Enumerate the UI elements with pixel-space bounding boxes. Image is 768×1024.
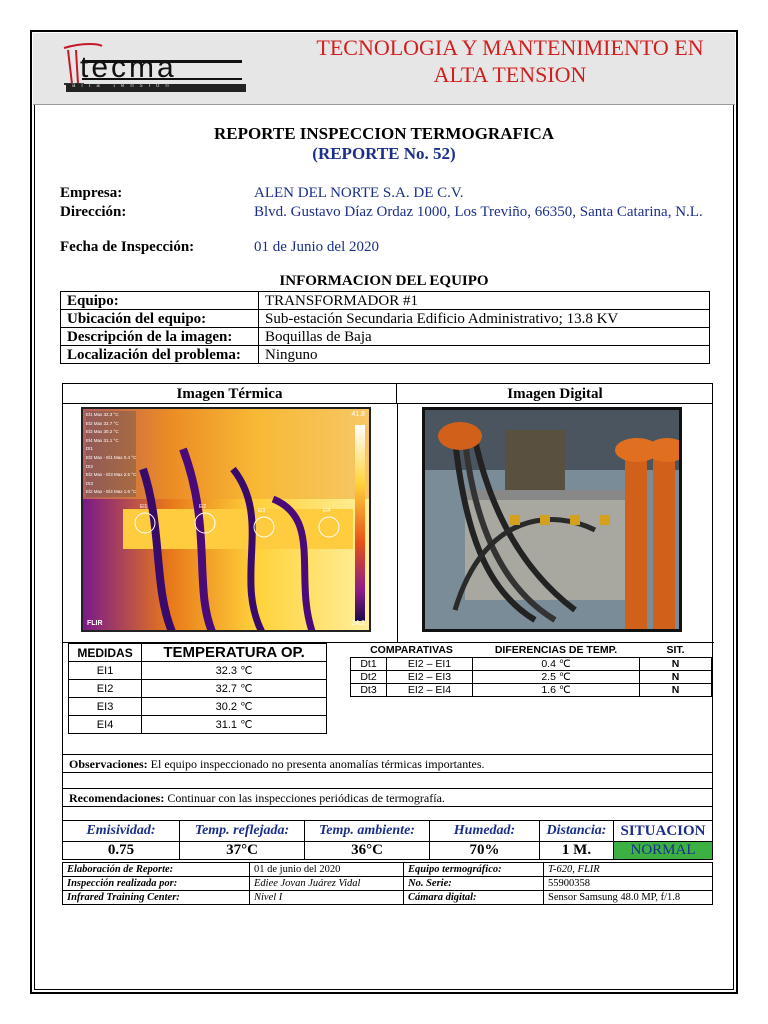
- footer-label: Cámara digital:: [404, 891, 544, 905]
- descripcion-label: Descripción de la imagen:: [61, 328, 259, 346]
- measure-name: EI4: [69, 716, 142, 734]
- fecha-label: Fecha de Inspección:: [60, 239, 195, 255]
- fecha-value: 01 de Junio del 2020: [254, 239, 379, 255]
- recomendaciones-row: [62, 788, 713, 806]
- footer-label: Inspección realizada por:: [63, 877, 250, 891]
- humedad-label: Humedad:: [430, 821, 540, 842]
- measure-name: EI3: [69, 698, 142, 716]
- table-row: [69, 662, 327, 680]
- table-row: [351, 670, 712, 683]
- temp-reflejada-label: Temp. reflejada:: [180, 821, 305, 842]
- parameters-table: [62, 820, 713, 860]
- diferencias-header: DIFERENCIAS DE TEMP.: [473, 643, 640, 657]
- table-row: [69, 698, 327, 716]
- table-row: [351, 683, 712, 696]
- comp-diff: 1.6 ℃: [473, 683, 640, 696]
- table-row: [61, 292, 710, 310]
- localizacion-label: Localización del problema:: [61, 346, 259, 364]
- flir-brand: FLIR: [87, 620, 103, 627]
- footer-label: Infrared Training Center:: [63, 891, 250, 905]
- comp-id: Dt2: [351, 670, 387, 683]
- temp-ambiente-label: Temp. ambiente:: [305, 821, 430, 842]
- equipo-label: Equipo:: [61, 292, 259, 310]
- footer-value: 55900358: [544, 877, 713, 891]
- comp-sit: N: [640, 670, 712, 683]
- table-row: [63, 863, 713, 877]
- digital-image-title: Imagen Digital: [397, 384, 713, 404]
- observaciones-text: El equipo inspeccionado no presenta anomalías térmicas importantes.: [150, 757, 485, 771]
- measure-temp: 30.2 ℃: [142, 698, 327, 716]
- recomendaciones-text: Continuar con las inspecciones periódicas de termografía.: [167, 791, 445, 805]
- emisividad-value: 0.75: [63, 842, 180, 860]
- comp-diff: 2.5 ℃: [473, 670, 640, 683]
- localizacion-value: Ninguno: [259, 346, 710, 364]
- logo-subtext: alta tensión: [72, 83, 175, 89]
- footer-value: Nivel I: [250, 891, 404, 905]
- thermal-marker-el1: El1: [140, 504, 148, 510]
- footer-value: 01 de junio del 2020: [250, 863, 404, 877]
- temperatura-header: TEMPERATURA OP.: [142, 644, 327, 662]
- report-number: (REPORTE No. 52): [312, 144, 456, 163]
- comp-sit: N: [640, 683, 712, 696]
- table-row: [61, 328, 710, 346]
- table-row: [69, 680, 327, 698]
- footer-label: No. Serie:: [404, 877, 544, 891]
- empresa-label: Empresa:: [60, 185, 123, 201]
- ubicacion-value: Sub-estación Secundaria Edificio Administrativo; 13.8 KV: [259, 310, 710, 328]
- thermal-marker-el4: El4: [323, 508, 331, 514]
- humedad-value: 70%: [430, 842, 540, 860]
- measure-name: EI2: [69, 680, 142, 698]
- direccion-value: Blvd. Gustavo Díaz Ordaz 1000, Los Treviño, 66350, Santa Catarina, N.L.: [254, 204, 703, 220]
- direccion-label: Dirección:: [60, 204, 127, 220]
- recomendaciones-label: Recomendaciones:: [69, 791, 165, 805]
- thermal-marker-el2: El2: [199, 504, 207, 510]
- temp-ambiente-value: 36°C: [305, 842, 430, 860]
- measures-table: [68, 643, 327, 734]
- report-title-text: REPORTE INSPECCION TERMOGRAFICA: [213, 124, 555, 143]
- thermal-overlay: El1 Max 32.3 °C El2 Max 32.7 °C El3 Max 30.2 °C El4 Max 31.1 °C Dt1 El2 Max - El1 Max 0.4 °C Dt2 El2 Max - El3 Max 2.5 °C Dt3 El2 Max - El4 Max 1.6 °C: [86, 411, 136, 497]
- footer-value: Ediee Jovan Juárez Vidal: [250, 877, 404, 891]
- footer-label: Equipo termográfico:: [404, 863, 544, 877]
- thermal-max-label: 41.8: [351, 411, 365, 418]
- measure-name: EI1: [69, 662, 142, 680]
- comp-pair: EI2 – EI3: [387, 670, 473, 683]
- temp-reflejada-value: 37°C: [180, 842, 305, 860]
- observaciones-row: [62, 754, 713, 772]
- comp-id: Dt1: [351, 657, 387, 670]
- observaciones-label: Observaciones:: [69, 757, 148, 771]
- distancia-label: Distancia:: [540, 821, 614, 842]
- table-row: [61, 346, 710, 364]
- equipo-value: TRANSFORMADOR #1: [259, 292, 710, 310]
- measure-temp: 32.7 ℃: [142, 680, 327, 698]
- logo-word: tecma: [80, 51, 177, 84]
- report-title: [60, 124, 708, 164]
- thermal-marker-el3: El3: [258, 508, 266, 514]
- ubicacion-label: Ubicación del equipo:: [61, 310, 259, 328]
- thermal-min-label: 24.2: [351, 620, 365, 627]
- comp-diff: 0.4 ℃: [473, 657, 640, 670]
- company-title: TECNOLOGIA Y MANTENIMIENTO EN ALTA TENSION: [316, 35, 704, 87]
- comp-pair: EI2 – EI1: [387, 657, 473, 670]
- empresa-value: ALEN DEL NORTE S.A. DE C.V.: [254, 185, 464, 201]
- footer-value: T-620, FLIR: [544, 863, 713, 877]
- footer-value: Sensor Samsung 48.0 MP, f/1.8: [544, 891, 713, 905]
- medidas-header: MEDIDAS: [69, 644, 142, 662]
- thermal-image-title: Imagen Térmica: [63, 384, 397, 404]
- digital-image-graphic: [425, 410, 682, 632]
- emisividad-label: Emisividad:: [63, 821, 180, 842]
- table-row: [63, 891, 713, 905]
- situacion-label: SITUACION: [614, 821, 713, 842]
- blank-row: [62, 772, 713, 788]
- comp-sit: N: [640, 657, 712, 670]
- distancia-value: 1 M.: [540, 842, 614, 860]
- equipment-table: [60, 291, 710, 364]
- sit-header: SIT.: [640, 643, 712, 657]
- measure-temp: 32.3 ℃: [142, 662, 327, 680]
- equipment-title: INFORMACION DEL EQUIPO: [279, 273, 489, 289]
- footer-table: [62, 862, 713, 905]
- table-row: [63, 877, 713, 891]
- table-row: [69, 716, 327, 734]
- measure-temp: 31.1 ℃: [142, 716, 327, 734]
- table-row: [351, 657, 712, 670]
- comp-id: Dt3: [351, 683, 387, 696]
- comparativas-header: COMPARATIVAS: [351, 643, 473, 657]
- descripcion-value: Boquillas de Baja: [259, 328, 710, 346]
- digital-image: [422, 407, 682, 632]
- footer-label: Elaboración de Reporte:: [63, 863, 250, 877]
- thermal-image: [81, 407, 371, 632]
- comparisons-table: [350, 643, 712, 697]
- comp-pair: EI2 – EI4: [387, 683, 473, 696]
- blank-row: [62, 806, 713, 820]
- table-row: [61, 310, 710, 328]
- situacion-value: NORMAL: [614, 842, 713, 860]
